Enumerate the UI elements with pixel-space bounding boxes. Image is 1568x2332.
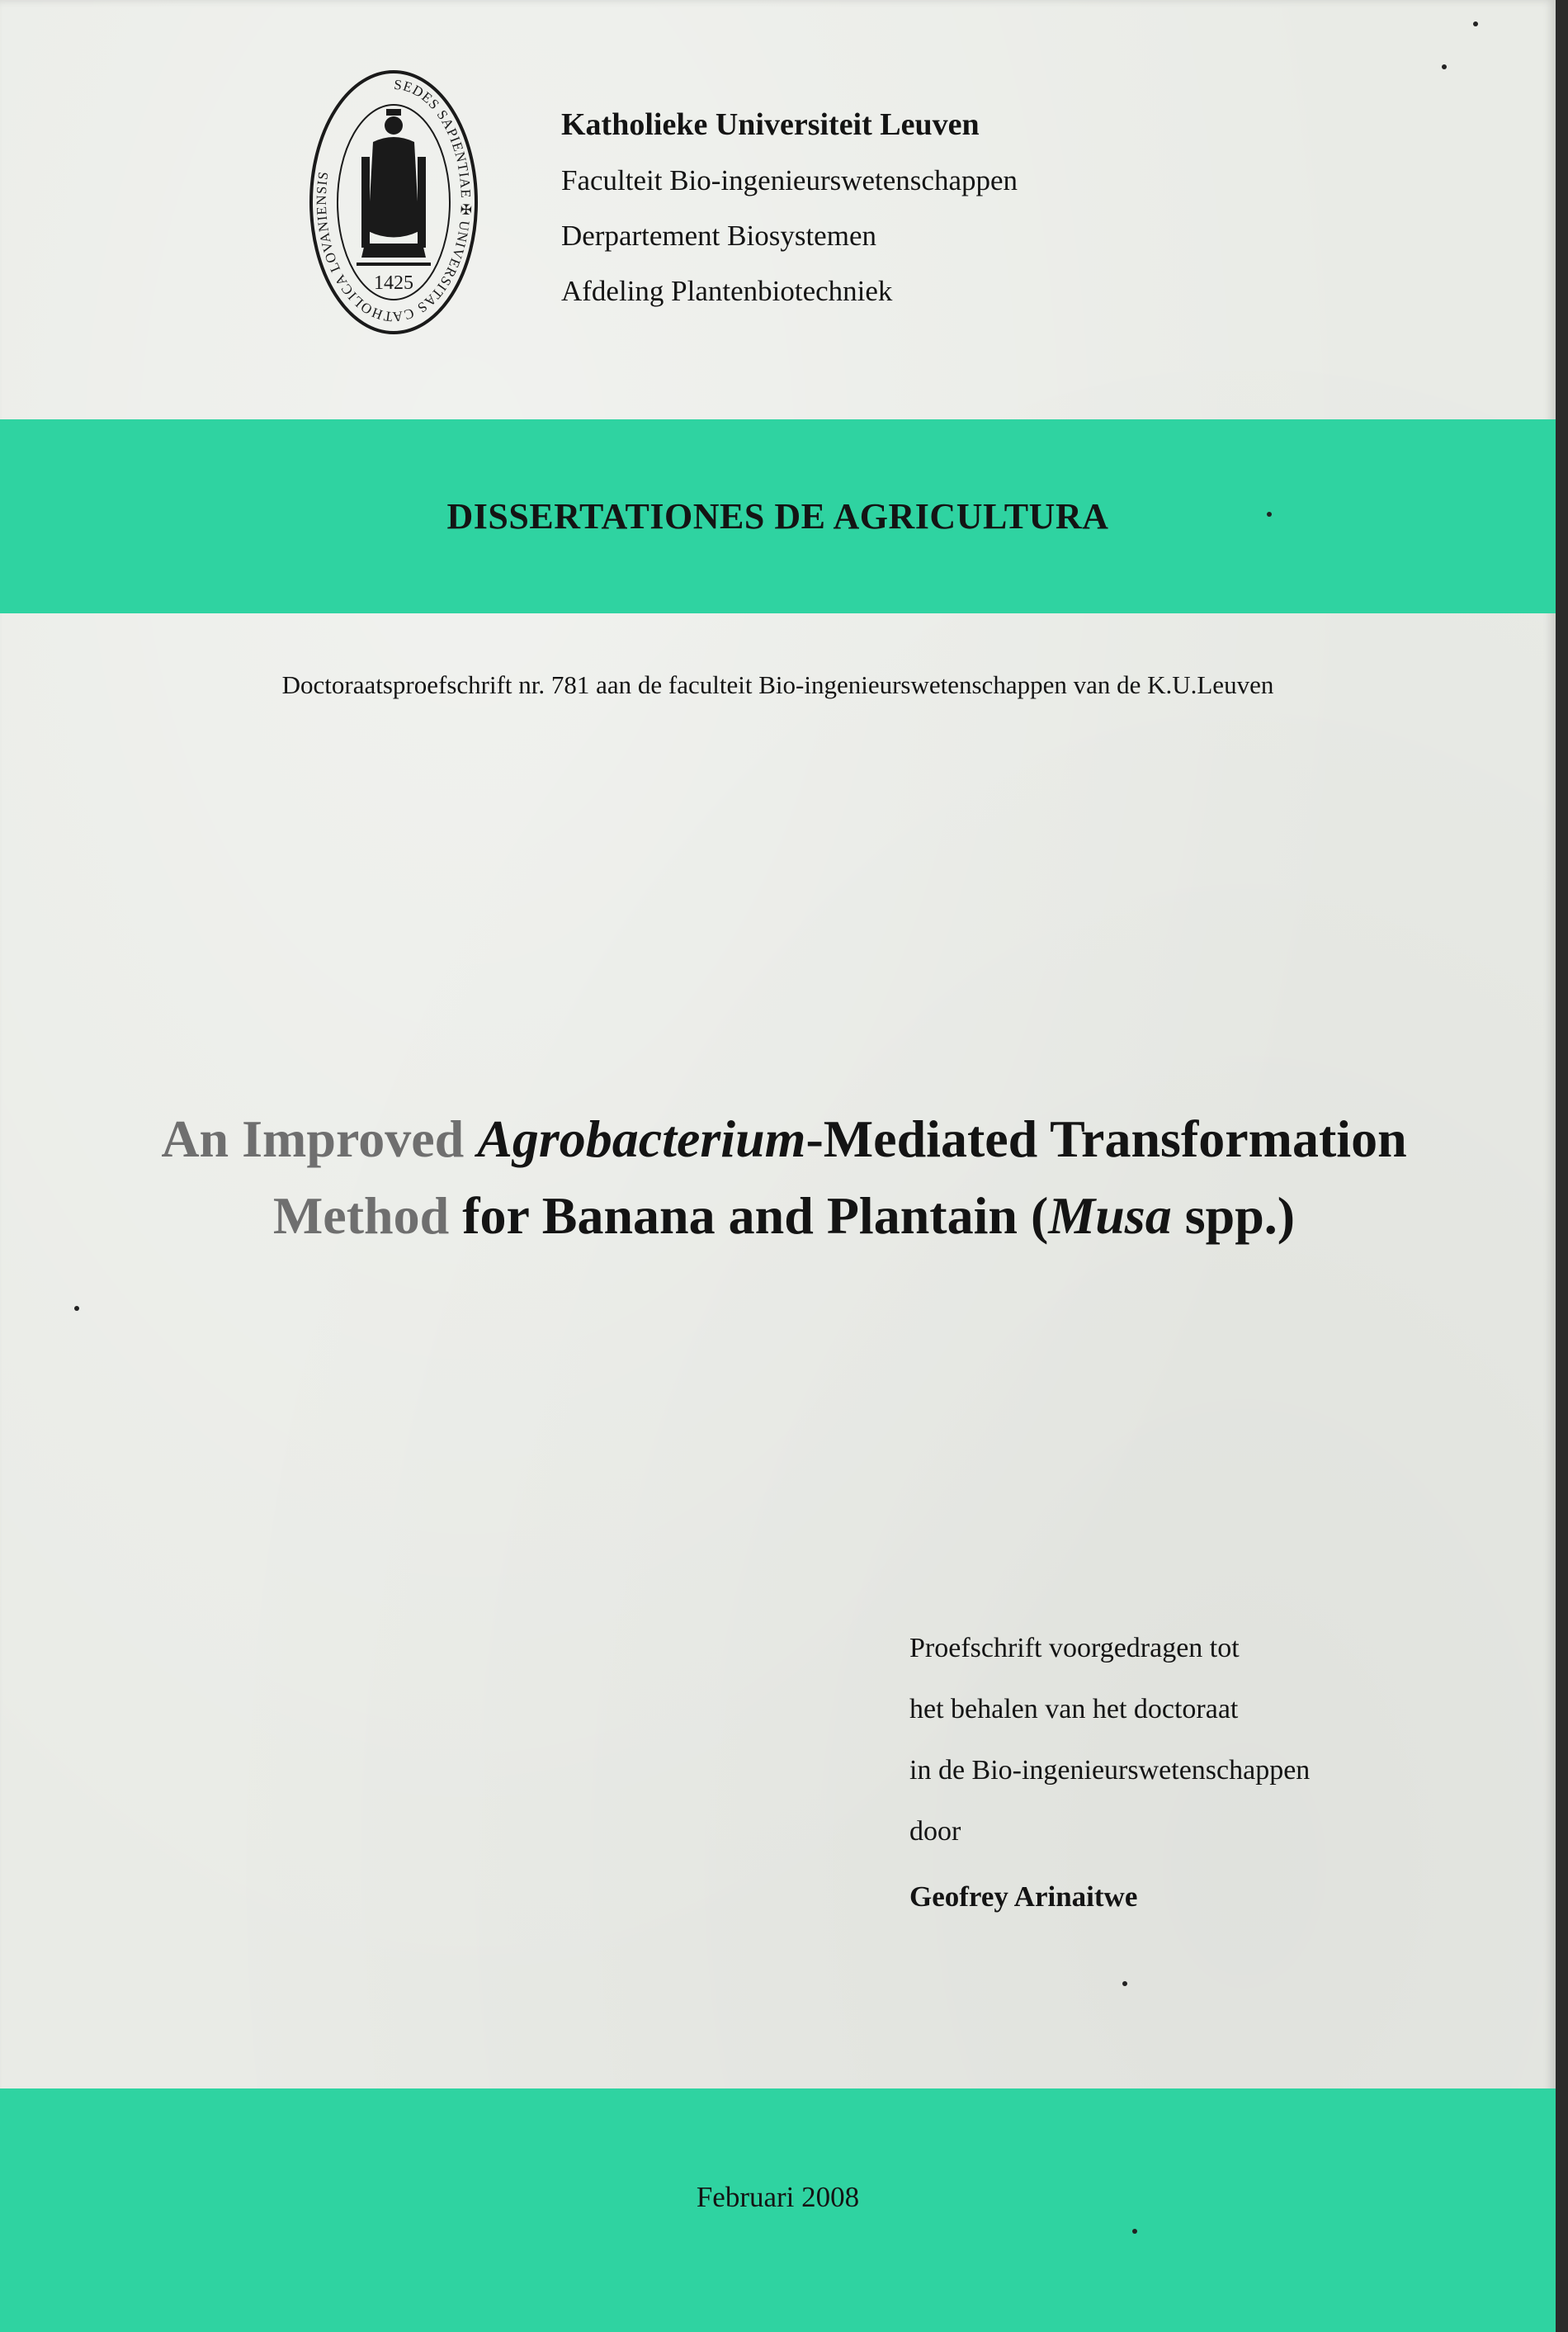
faculty-name: Faculteit Bio-ingenieurswetenschappen — [561, 164, 1018, 196]
title-italic-musa: Musa — [1048, 1186, 1172, 1245]
seal-year: 1425 — [374, 272, 413, 294]
title-line-2 — [0, 1177, 1568, 1254]
submission-line-1: Proefschrift voorgedragen tot — [909, 1633, 1240, 1663]
title-faded-text: An Improved — [161, 1109, 478, 1168]
submission-line-2: het behalen van het doctoraat — [909, 1694, 1239, 1724]
print-speck — [1122, 1981, 1127, 1986]
dissertation-note: Doctoraatsproefschrift nr. 781 aan de faculteit Bio-ingenieurswetenschappen van de K.U.Leuven — [281, 670, 1274, 699]
seal-ring-text: SEDES SAPIENTIAE ✠ UNIVERSITAS CATHOLICA LOVANIENSIS — [313, 76, 475, 325]
publication-date: Februari 2008 — [696, 2181, 860, 2213]
university-name: Katholieke Universiteit Leuven — [561, 107, 980, 142]
university-seal — [307, 66, 480, 338]
print-speck — [1267, 512, 1272, 517]
author-name: Geofrey Arinaitwe — [909, 1880, 1138, 1913]
institution-block — [561, 97, 1018, 319]
title-line2-mid: for Banana and Plantain ( — [449, 1186, 1049, 1245]
title-italic-agrobacterium: Agrobacterium — [477, 1109, 806, 1168]
print-speck — [1473, 21, 1478, 26]
title-line1-rest: -Mediated Transformation — [805, 1109, 1407, 1168]
division-name: Afdeling Plantenbiotechniek — [561, 275, 893, 307]
title-faded-method: Method — [272, 1186, 450, 1245]
submission-line-3: in de Bio-ingenieurswetenschappen — [909, 1755, 1311, 1786]
title-line2-end: spp.) — [1171, 1186, 1296, 1245]
department-name: Derpartement Biosystemen — [561, 220, 876, 252]
print-speck — [1132, 2229, 1137, 2234]
submission-statement — [909, 1618, 1310, 1913]
thesis-title — [0, 1100, 1568, 1254]
series-title: DISSERTATIONES DE AGRICULTURA — [446, 496, 1109, 537]
print-speck — [74, 1306, 79, 1311]
submission-line-4: door — [909, 1816, 961, 1847]
print-speck — [1442, 64, 1447, 69]
title-line-1 — [0, 1100, 1568, 1177]
